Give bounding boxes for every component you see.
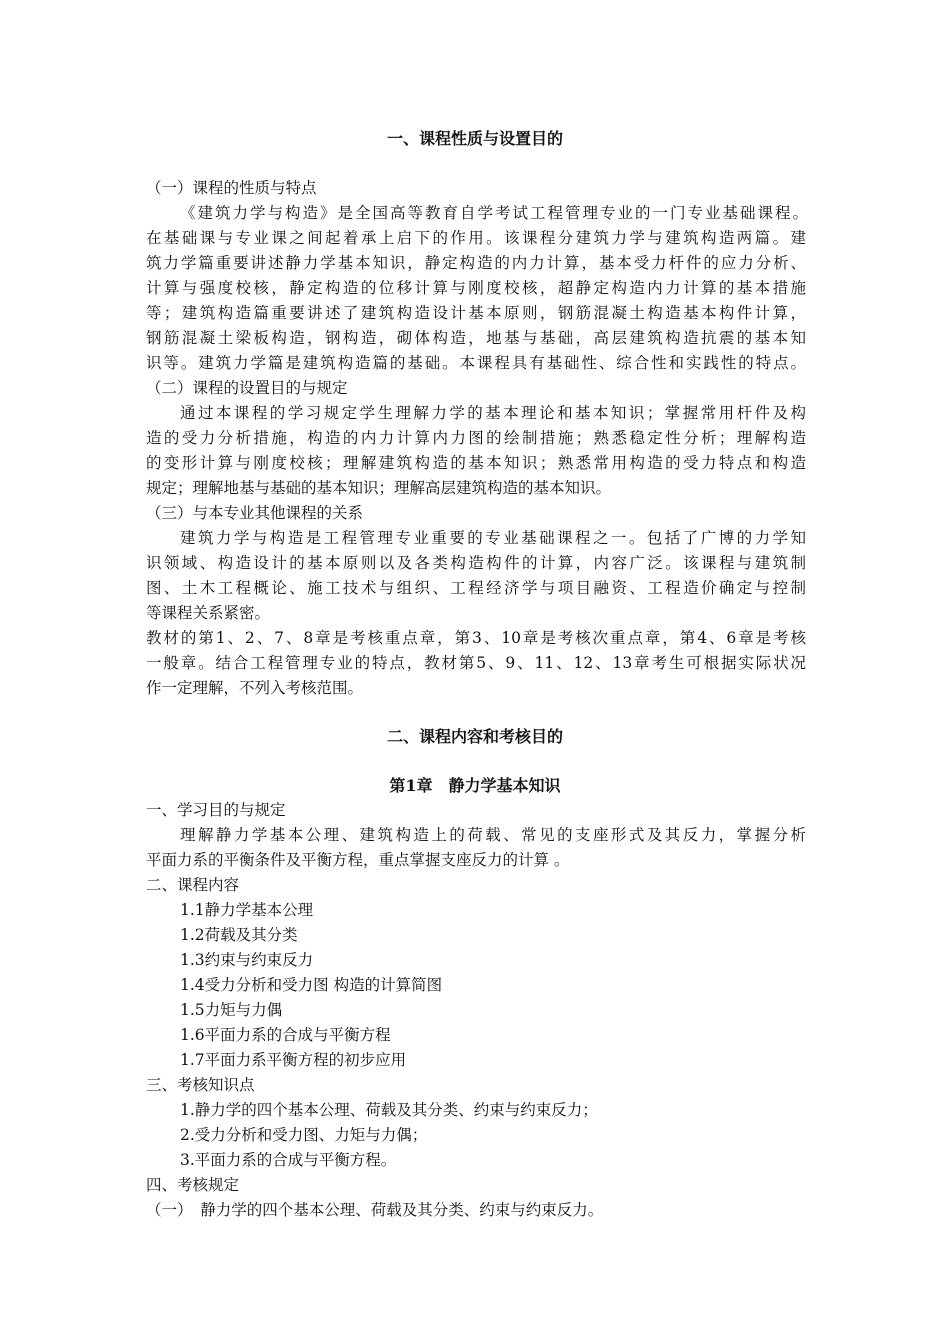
note-line: 作一定理解，不列入考核范围。 bbox=[146, 679, 364, 697]
section-2-title: 二、课程内容和考核目的 bbox=[386, 727, 563, 746]
paragraph-line: 理解静力学基本公理、建筑构造上的荷载、常见的支座形式及其反力，掌握分析 bbox=[180, 826, 806, 844]
paragraph-line: 通过本课程的学习规定学生理解力学的基本理论和基本知识；掌握常用杆件及构 bbox=[180, 404, 806, 422]
note-line: 一般章。结合工程管理专业的特点，教材第5、9、11、12、13章考生可根据实际状况 bbox=[146, 654, 806, 672]
content-item: 1.4受力分析和受力图 构造的计算简图 bbox=[180, 976, 443, 994]
content-item: 1.1静力学基本公理 bbox=[180, 901, 314, 919]
paragraph-line: 计算与强度校核，静定构造的位移计算与刚度校核，超静定构造内力计算的基本措施 bbox=[146, 279, 806, 297]
content-item: 1.3约束与约束反力 bbox=[180, 951, 314, 969]
note-line: 教材的第1、2、7、8章是考核重点章，第3、10章是考核次重点章，第4、6章是考核 bbox=[146, 629, 806, 647]
paragraph-line: 等课程关系紧密。 bbox=[146, 604, 271, 622]
requirement-item: （一） 静力学的四个基本公理、荷载及其分类、约束与约束反力。 bbox=[146, 1201, 604, 1219]
content-item: 1.2荷载及其分类 bbox=[180, 926, 298, 944]
paragraph-line: 筑力学篇重要讲述静力学基本知识，静定构造的内力计算，基本受力杆件的应力分析、 bbox=[146, 254, 806, 272]
paragraph-line: 《建筑力学与构造》是全国高等教育自学考试工程管理专业的一门专业基础课程。 bbox=[180, 204, 808, 222]
knowledge-point: 2.受力分析和受力图、力矩与力偶； bbox=[180, 1126, 428, 1144]
subsection-3-title: （三）与本专业其他课程的关系 bbox=[146, 504, 364, 522]
paragraph-line: 平面力系的平衡条件及平衡方程，重点掌握支座反力的计算 。 bbox=[146, 851, 570, 869]
paragraph-line: 识领域、构造设计的基本原则以及各类构造构件的计算，内容广泛。该课程与建筑制 bbox=[146, 554, 806, 572]
content-item: 1.6平面力系的合成与平衡方程 bbox=[180, 1026, 391, 1044]
paragraph-line: 等；建筑构造篇重要讲述了建筑构造设计基本原则，钢筋混凝土构造基本构件计算， bbox=[146, 304, 806, 322]
subsection-1-title: （一）课程的性质与特点 bbox=[146, 179, 317, 197]
chapter-title: 第1章 静力学基本知识 bbox=[389, 776, 561, 795]
paragraph-line: 造的受力分析措施，构造的内力计算内力图的绘制措施；熟悉稳定性分析；理解构造 bbox=[146, 429, 806, 447]
section-1-title: 一、课程性质与设置目的 bbox=[386, 129, 563, 148]
content-item: 1.5力矩与力偶 bbox=[180, 1001, 283, 1019]
knowledge-point: 3.平面力系的合成与平衡方程。 bbox=[180, 1151, 397, 1169]
part-2-title: 二、课程内容 bbox=[146, 876, 240, 894]
paragraph-line: 的变形计算与刚度校核；理解建筑构造的基本知识；熟悉常用构造的受力特点和构造 bbox=[146, 454, 806, 472]
part-1-title: 一、学习目的与规定 bbox=[146, 801, 286, 819]
content-item: 1.7平面力系平衡方程的初步应用 bbox=[180, 1051, 407, 1069]
part-4-title: 四、考核规定 bbox=[146, 1176, 240, 1194]
paragraph-line: 在基础课与专业课之间起着承上启下的作用。该课程分建筑力学与建筑构造两篇。建 bbox=[146, 229, 806, 247]
paragraph-line: 识等。建筑力学篇是建筑构造篇的基础。本课程具有基础性、综合性和实践性的特点。 bbox=[146, 354, 806, 372]
subsection-2-title: （二）课程的设置目的与规定 bbox=[146, 379, 348, 397]
knowledge-point: 1.静力学的四个基本公理、荷载及其分类、约束与约束反力； bbox=[180, 1101, 598, 1119]
paragraph-line: 建筑力学与构造是工程管理专业重要的专业基础课程之一。包括了广博的力学知 bbox=[180, 529, 806, 547]
paragraph-line: 钢筋混凝土梁板构造，钢构造，砌体构造，地基与基础，高层建筑构造抗震的基本知 bbox=[146, 329, 806, 347]
part-3-title: 三、考核知识点 bbox=[146, 1076, 255, 1094]
paragraph-line: 规定；理解地基与基础的基本知识；理解高层建筑构造的基本知识。 bbox=[146, 479, 612, 497]
paragraph-line: 图、土木工程概论、施工技术与组织、工程经济学与项目融资、工程造价确定与控制 bbox=[146, 579, 806, 597]
